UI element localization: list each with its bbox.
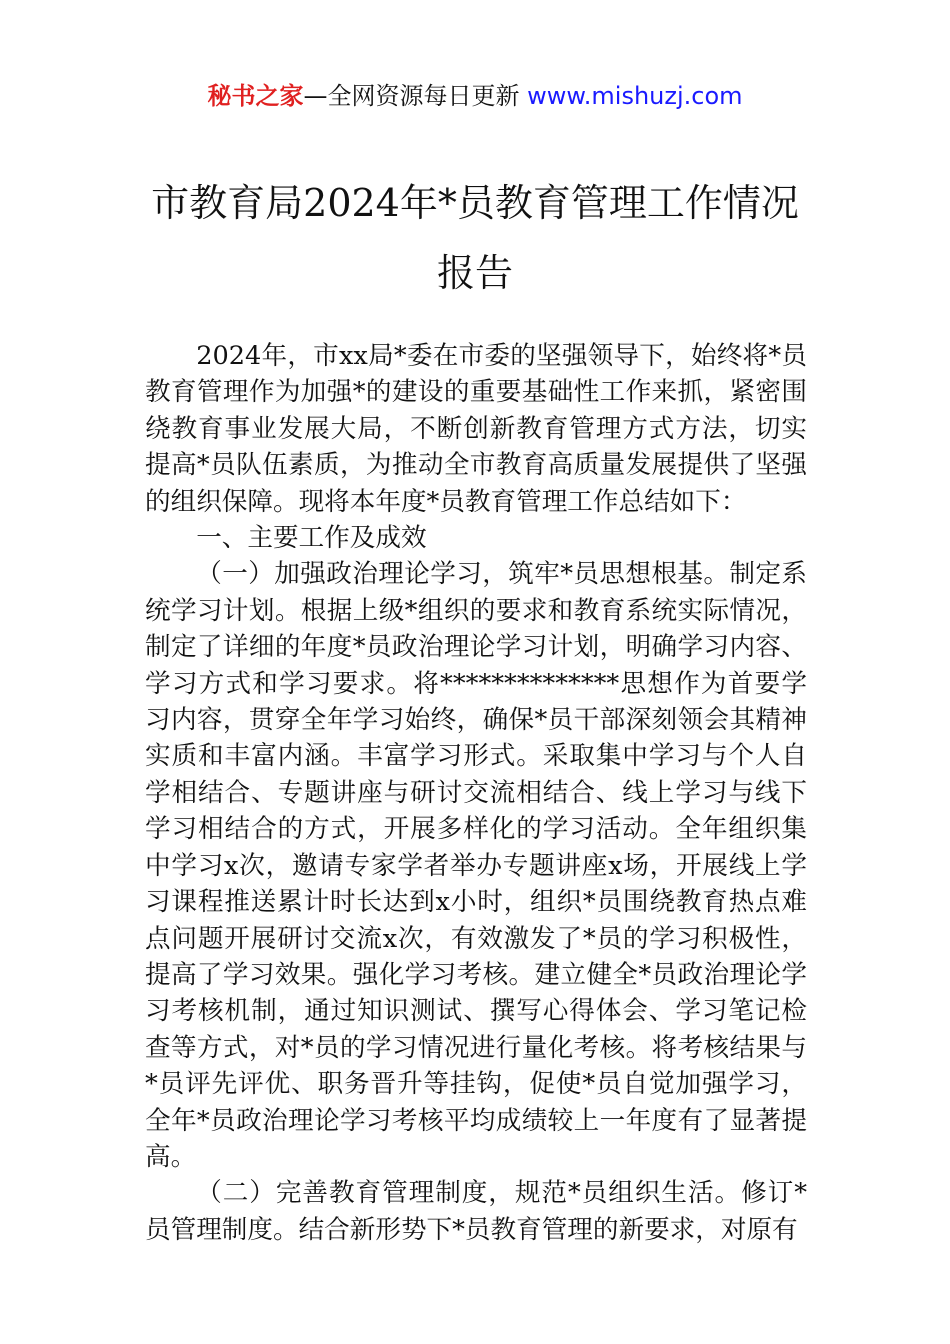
intro-paragraph: 2024年，市xx局*委在市委的坚强领导下，始终将*员教育管理作为加强*的建设的重要基础性工作来抓，紧密围绕教育事业发展大局，不断创新教育管理方式方法，切实提高*员队伍素质，为推动全市教育高质量发展提供了坚强的组织保障。现将本年度*员教育管理工作总结如下： [145, 341, 807, 517]
site-header [0, 80, 950, 112]
document-title: 市教育局2024年*员教育管理工作情况报告 [151, 181, 799, 295]
brand-name: 秘书之家 [207, 82, 304, 110]
site-url-link[interactable]: www.mishuzj.com [527, 82, 743, 110]
body-paragraph: （二）完善教育管理制度，规范*员组织生活。修订*员管理制度。结合新形势下*员教育管理的新要求，对原有 [145, 1178, 807, 1245]
header-slogan: —全网资源每日更新 [303, 82, 528, 110]
section-heading: 一、主要工作及成效 [196, 523, 427, 554]
document-body [145, 338, 807, 1248]
body-paragraph: （一）加强政治理论学习，筑牢*员思想根基。制定系统学习计划。根据上级*组织的要求和教育系统实际情况，制定了详细的年度*员政治理论学习计划，明确学习内容、学习方式和学习要求。将**************思想作为首要学习内容，贯穿全年学习始终，确保*员干部深刻领会其精神实质和丰富内涵。丰富学习形式。采取集中学习与个人自学相结合、专题讲座与研讨交流相结合、线上学习与线下学习相结合的方式，开展多样化的学习活动。全年组织集中学习x次，邀请专家学者举办专题讲座x场，开展线上学习课程推送累计时长达到x小时，组织*员围绕教育热点难点问题开展研讨交流x次，有效激发了*员的学习积极性，提高了学习效果。强化学习考核。建立健全*员政治理论学习考核机制，通过知识测试、撰写心得体会、学习笔记检查等方式，对*员的学习情况进行量化考核。将考核结果与*员评先评优、职务晋升等挂钩，促使*员自觉加强学习，全年*员政治理论学习考核平均成绩较上一年度有了显著提高。 [145, 559, 807, 1172]
